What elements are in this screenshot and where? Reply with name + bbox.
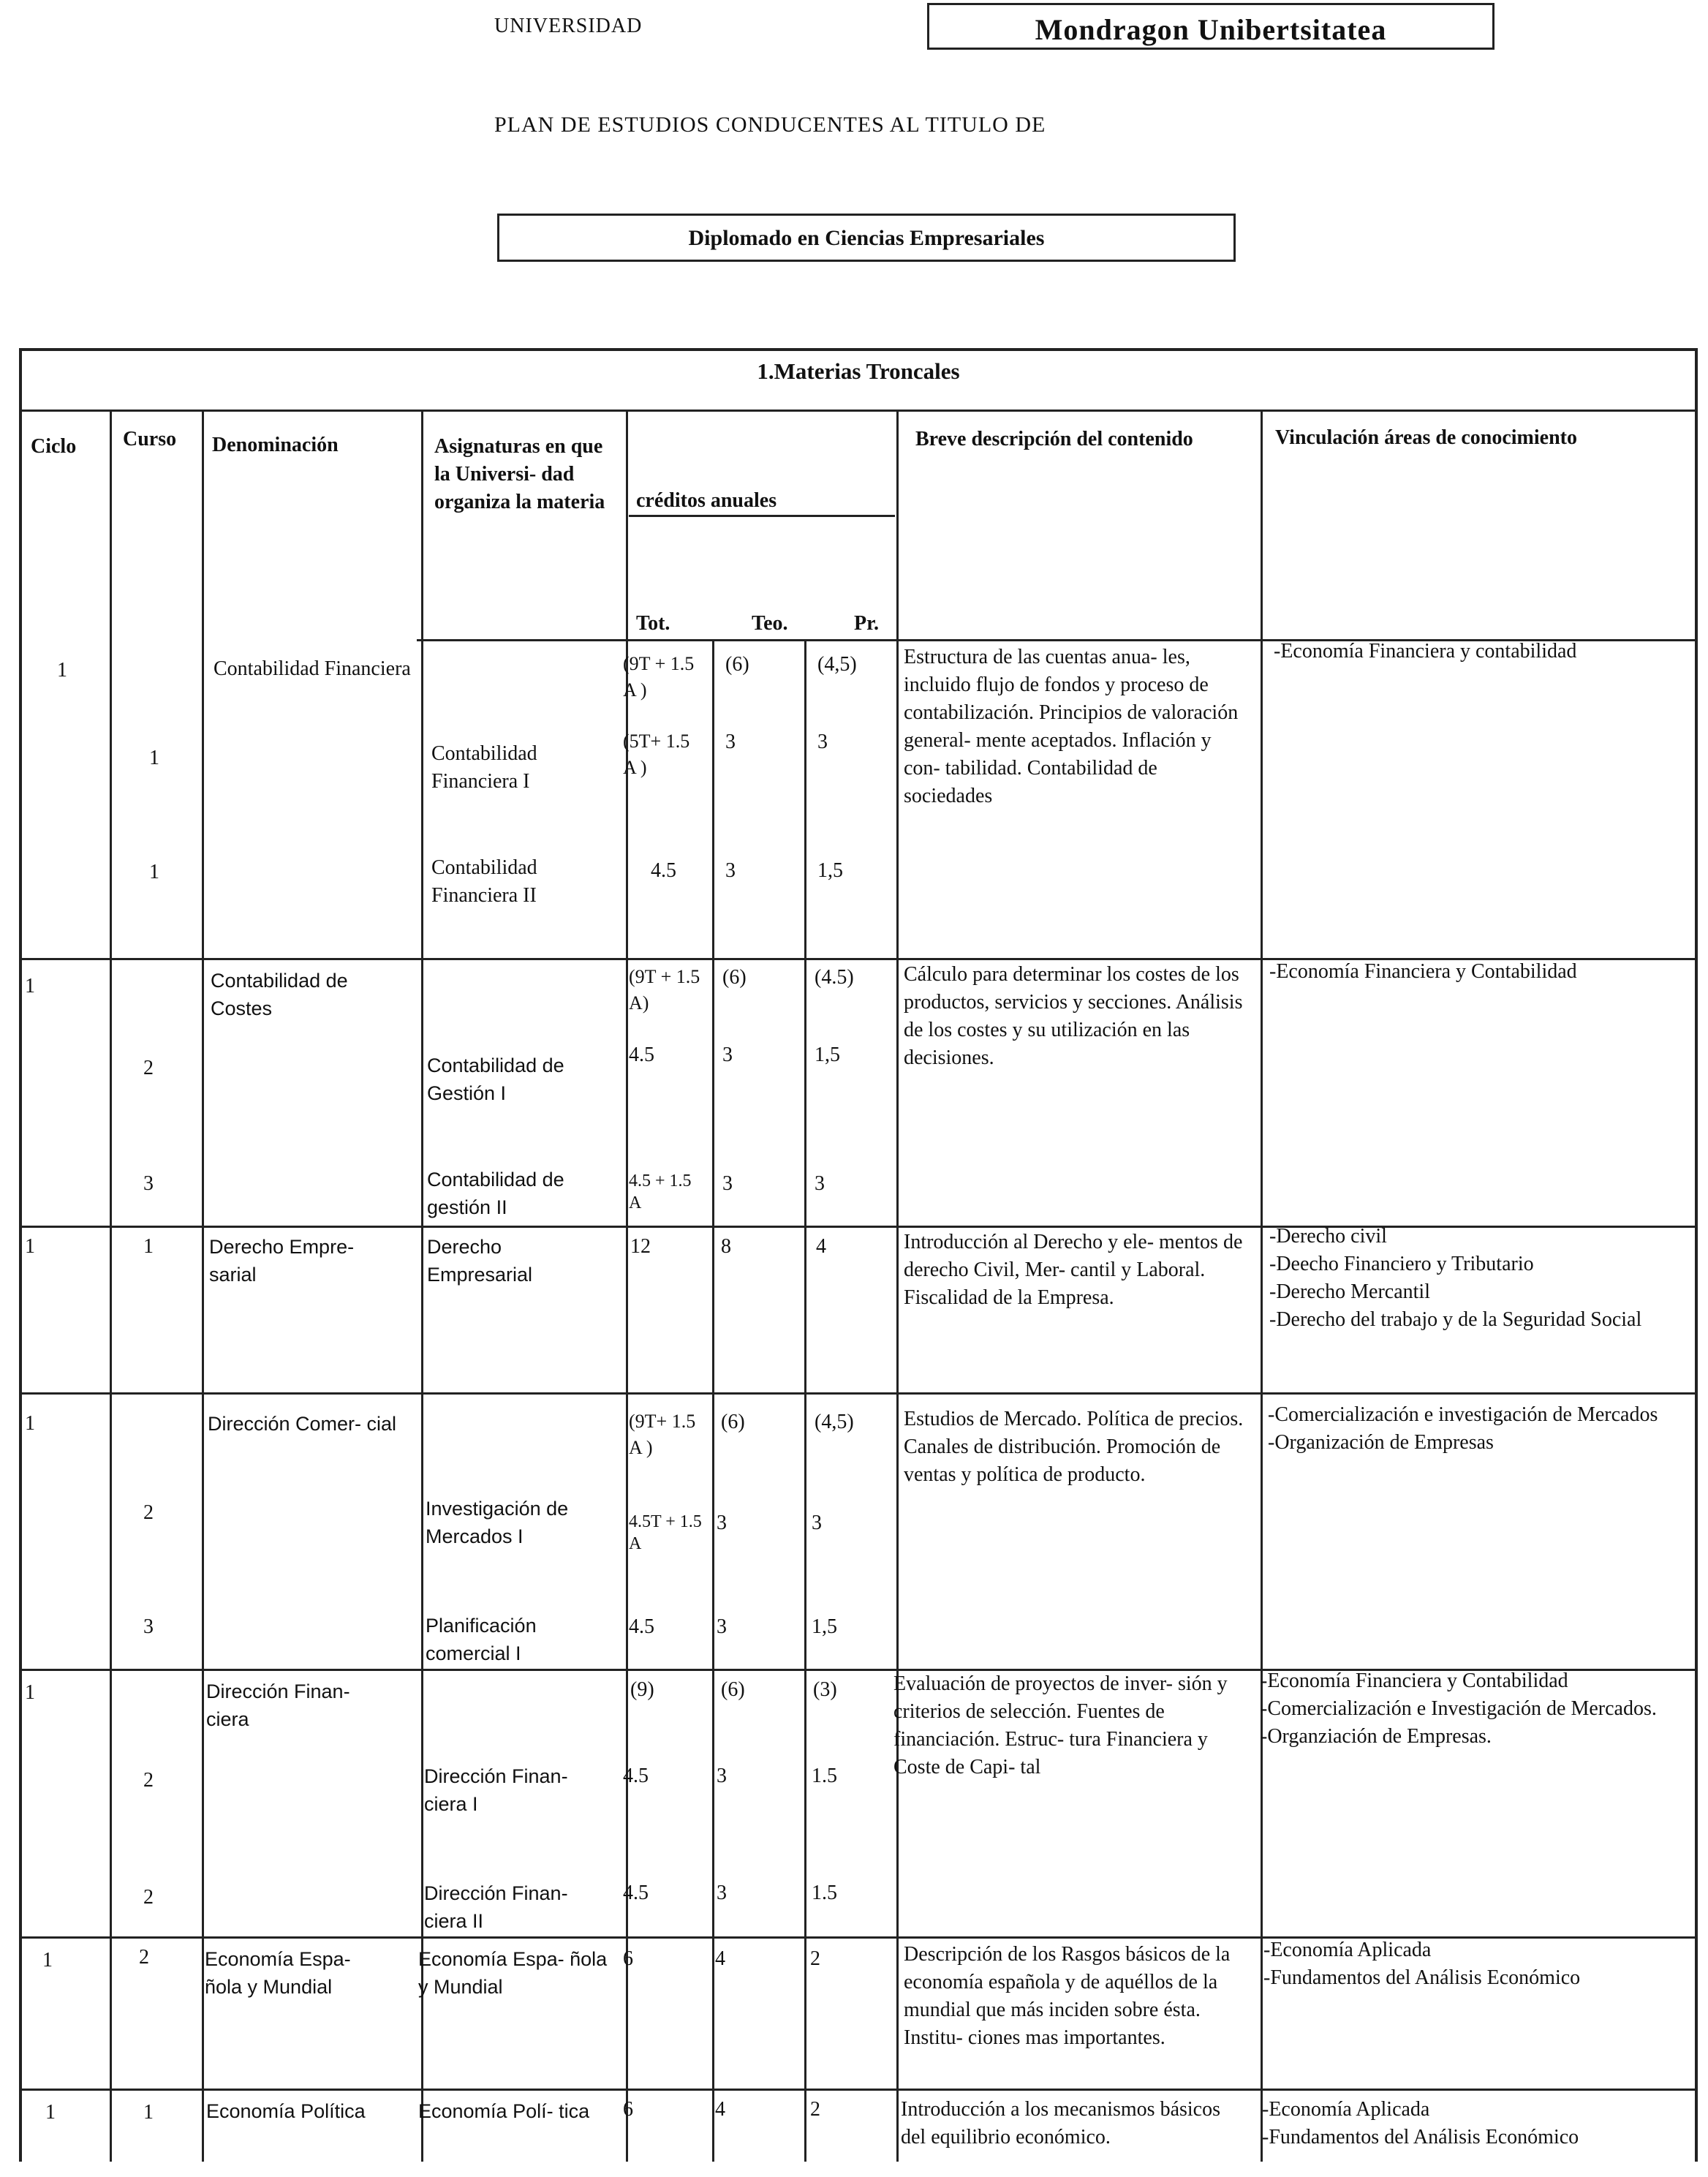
- row-vinculacion-list: [1269, 1223, 1679, 1334]
- subject-tot: 4.5: [629, 1044, 654, 1066]
- row-descripcion: Estudios de Mercado. Política de precios. Canales de distribución. Promoción de ventas y política de producto.: [904, 1408, 1244, 1486]
- subject-curso: 2: [143, 1769, 154, 1792]
- row-ciclo: 1: [45, 2101, 56, 2124]
- subject-curso: 1: [149, 747, 159, 769]
- subject-name: Contabilidad de Gestión I: [427, 1054, 564, 1104]
- subject-curso: 3: [143, 1172, 154, 1195]
- row-asignatura: Economía Polí- tica: [418, 2100, 590, 2122]
- row-pr: (3): [813, 1678, 837, 1701]
- row-denominacion: Contabilidad Financiera: [214, 657, 411, 680]
- row-tot: (9): [630, 1678, 654, 1701]
- subject-pr: 1,5: [817, 859, 843, 882]
- subject-name: Contabilidad Financiera II: [431, 856, 537, 907]
- subject-pr: 3: [817, 731, 828, 753]
- row-vinculacion-list: [1268, 1401, 1677, 1457]
- row-pr: 2: [810, 2098, 820, 2121]
- vinculacion-item: -Fundamentos del Análisis Económico: [1262, 2126, 1579, 2148]
- row-teo: (6): [721, 1678, 745, 1701]
- vinculacion-item: -Fundamentos del Análisis Económico: [1263, 1966, 1581, 1989]
- subject-name: Contabilidad Financiera I: [431, 742, 537, 793]
- col-divider: [1261, 411, 1263, 2162]
- col-header-denominacion: Denominación: [212, 434, 339, 456]
- subject-curso: 2: [143, 1886, 154, 1909]
- row-curso: 1: [143, 2101, 154, 2124]
- subject-tot: 4.5T + 1.5 A: [629, 1512, 702, 1553]
- row-denominacion: Economía Espa- ñola y Mundial: [205, 1948, 351, 1998]
- row-teo: 8: [721, 1235, 731, 1258]
- subject-pr: 1,5: [812, 1615, 837, 1638]
- subject-teo: 3: [717, 1882, 727, 1904]
- col-divider: [896, 411, 899, 2162]
- col-header-ciclo: Ciclo: [31, 435, 77, 458]
- row-pr: 4: [816, 1235, 826, 1258]
- row-ciclo: 1: [25, 1681, 35, 1704]
- subject-name: Planificación comercial I: [426, 1615, 537, 1664]
- subject-curso: 1: [149, 861, 159, 883]
- col-header-descripcion: Breve descripción del contenido: [915, 428, 1193, 450]
- row-tot: 6: [623, 2098, 633, 2121]
- col-divider: [110, 411, 112, 2162]
- row-teo: (6): [721, 1411, 745, 1433]
- vinculacion-item: -Organización de Empresas: [1268, 1431, 1494, 1454]
- row-denominacion: Dirección Comer- cial: [208, 1413, 397, 1435]
- subject-pr: 1.5: [812, 1765, 837, 1787]
- row-descripcion: Introducción al Derecho y ele- mentos de derecho Civil, Mer- cantil y Laboral. Fiscalidad de la Empresa.: [904, 1231, 1243, 1309]
- row-ciclo: 1: [25, 1412, 35, 1435]
- row-denominacion: Dirección Finan- ciera: [206, 1680, 350, 1730]
- table-title-rule: [19, 410, 1698, 412]
- row-vinculacion-list: [1263, 1936, 1673, 1992]
- row-pr: (4,5): [815, 1411, 854, 1433]
- subject-name: Contabilidad de gestión II: [427, 1169, 564, 1218]
- vinculacion-item: -Derecho civil: [1269, 1225, 1387, 1248]
- row-ciclo: 1: [25, 1235, 35, 1258]
- row-teo: 4: [715, 1947, 725, 1970]
- subject-tot: 4.5 + 1.5 A: [629, 1171, 692, 1212]
- col-header-vinculacion: Vinculación áreas de conocimiento: [1275, 426, 1577, 449]
- row-vinculacion: -Economía Financiera y contabilidad: [1274, 640, 1577, 663]
- university-name-box: [927, 3, 1494, 50]
- subject-tot: (5T+ 1.5 A ): [623, 731, 690, 778]
- row-tot: 12: [630, 1235, 651, 1258]
- row-asignatura: Derecho Empresarial: [427, 1236, 533, 1286]
- row-denominacion: Economía Política: [206, 2100, 366, 2122]
- row-pr: 2: [810, 1947, 820, 1970]
- col-divider: [421, 411, 423, 2162]
- vinculacion-item: -Comercialización e Investigación de Mercados.: [1261, 1697, 1657, 1720]
- row-vinculacion: -Economía Financiera y Contabilidad: [1269, 960, 1577, 983]
- col-divider: [202, 411, 204, 2162]
- creditos-rule: [629, 515, 895, 517]
- subject-curso: 2: [143, 1501, 154, 1524]
- row-vinculacion-list: [1262, 2096, 1671, 2151]
- subject-pr: 1,5: [815, 1044, 840, 1066]
- vinculacion-item: -Economía Financiera y Contabilidad: [1261, 1669, 1568, 1692]
- col-header-teo: Teo.: [752, 612, 788, 635]
- row-curso: 2: [139, 1946, 149, 1969]
- subject-pr: 3: [812, 1512, 822, 1534]
- subject-pr: 1.5: [812, 1882, 837, 1904]
- col-divider: [804, 641, 806, 2162]
- row-ciclo: 1: [25, 975, 35, 997]
- subject-teo: 3: [725, 731, 736, 753]
- row-pr: (4.5): [815, 966, 854, 989]
- university-name: Mondragon Unibertsitatea: [1035, 13, 1387, 46]
- vinculacion-item: -Comercialización e investigación de Mercados: [1268, 1403, 1658, 1426]
- col-header-tot: Tot.: [636, 612, 670, 635]
- row-descripcion: Introducción a los mecanismos básicos del equilibrio económico.: [901, 2098, 1221, 2148]
- row-asignatura: Economía Espa- ñola y Mundial: [418, 1948, 608, 1998]
- subject-teo: 3: [725, 859, 736, 882]
- subject-teo: 3: [717, 1512, 727, 1534]
- subject-pr: 3: [815, 1172, 825, 1195]
- row-tot: (9T + 1.5 A ): [623, 653, 695, 701]
- col-header-pr: Pr.: [854, 612, 879, 635]
- subject-curso: 3: [143, 1615, 154, 1638]
- row-tot: (9T+ 1.5 A ): [629, 1411, 696, 1458]
- subject-teo: 3: [717, 1615, 727, 1638]
- col-divider: [712, 641, 714, 2162]
- subject-tot: 4.5: [629, 1615, 654, 1638]
- row-teo: 4: [715, 2098, 725, 2121]
- vinculacion-item: -Derecho Mercantil: [1269, 1280, 1430, 1303]
- degree-name: Diplomado en Ciencias Empresariales: [688, 226, 1045, 250]
- row-tot: 6: [623, 1947, 633, 1970]
- degree-box: [497, 214, 1236, 262]
- row-tot: (9T + 1.5 A): [629, 966, 700, 1014]
- row-descripcion: Descripción de los Rasgos básicos de la economía española y de aquéllos de la mundial que más inciden sobre ésta. Institu- ciones mas importantes.: [904, 1943, 1231, 2049]
- plan-title: PLAN DE ESTUDIOS CONDUCENTES AL TITULO DE: [494, 113, 1046, 137]
- subject-tot: 4.5: [651, 859, 676, 882]
- col-header-asignaturas: Asignaturas en que la Universi- dad organiza la materia: [434, 435, 605, 513]
- row-teo: (6): [725, 653, 749, 676]
- subject-name: Dirección Finan- ciera II: [424, 1882, 568, 1932]
- row-divider: [19, 2089, 1698, 2091]
- subject-teo: 3: [722, 1044, 733, 1066]
- subject-name: Investigación de Mercados I: [426, 1498, 569, 1547]
- row-descripcion: Evaluación de proyectos de inver- sión y criterios de selección. Fuentes de financiación. Estruc- tura Financiera y Coste de Capi- tal: [893, 1672, 1228, 1778]
- col-header-curso: Curso: [123, 428, 177, 450]
- subject-teo: 3: [722, 1172, 733, 1195]
- table-title: 1.Materias Troncales: [757, 358, 960, 384]
- row-ciclo: 1: [42, 1949, 53, 1972]
- subject-teo: 3: [717, 1765, 727, 1787]
- subject-curso: 2: [143, 1057, 154, 1079]
- vinculacion-item: -Deecho Financiero y Tributario: [1269, 1253, 1534, 1275]
- row-descripcion: Cálculo para determinar los costes de los productos, servicios y secciones. Análisis de los costes y su utilización en las decisiones.: [904, 963, 1243, 1069]
- university-label: UNIVERSIDAD: [494, 15, 643, 37]
- vinculacion-item: -Economía Aplicada: [1263, 1939, 1432, 1961]
- row-vinculacion-list: [1261, 1667, 1670, 1751]
- vinculacion-item: -Derecho del trabajo y de la Seguridad Social: [1269, 1308, 1642, 1331]
- subject-tot: 4.5: [623, 1882, 649, 1904]
- row-denominacion: Contabilidad de Costes: [211, 970, 348, 1019]
- vinculacion-item: -Economía Aplicada: [1262, 2098, 1430, 2121]
- vinculacion-item: -Organziación de Empresas.: [1261, 1725, 1492, 1748]
- row-pr: (4,5): [817, 653, 857, 676]
- col-header-creditos: créditos anuales: [636, 489, 777, 512]
- row-ciclo: 1: [57, 659, 67, 682]
- row-divider: [19, 1392, 1698, 1395]
- row-descripcion: Estructura de las cuentas anua- les, incluido flujo de fondos y proceso de contabilización. Principios de valoración general- mente aceptados. Inflación y con- tabilidad. Contabilidad de sociedades: [904, 646, 1239, 807]
- subject-name: Dirección Finan- ciera I: [424, 1765, 568, 1815]
- row-denominacion: Derecho Empre- sarial: [209, 1236, 355, 1286]
- row-curso: 1: [143, 1235, 154, 1258]
- subject-tot: 4.5: [623, 1765, 649, 1787]
- row-teo: (6): [722, 966, 747, 989]
